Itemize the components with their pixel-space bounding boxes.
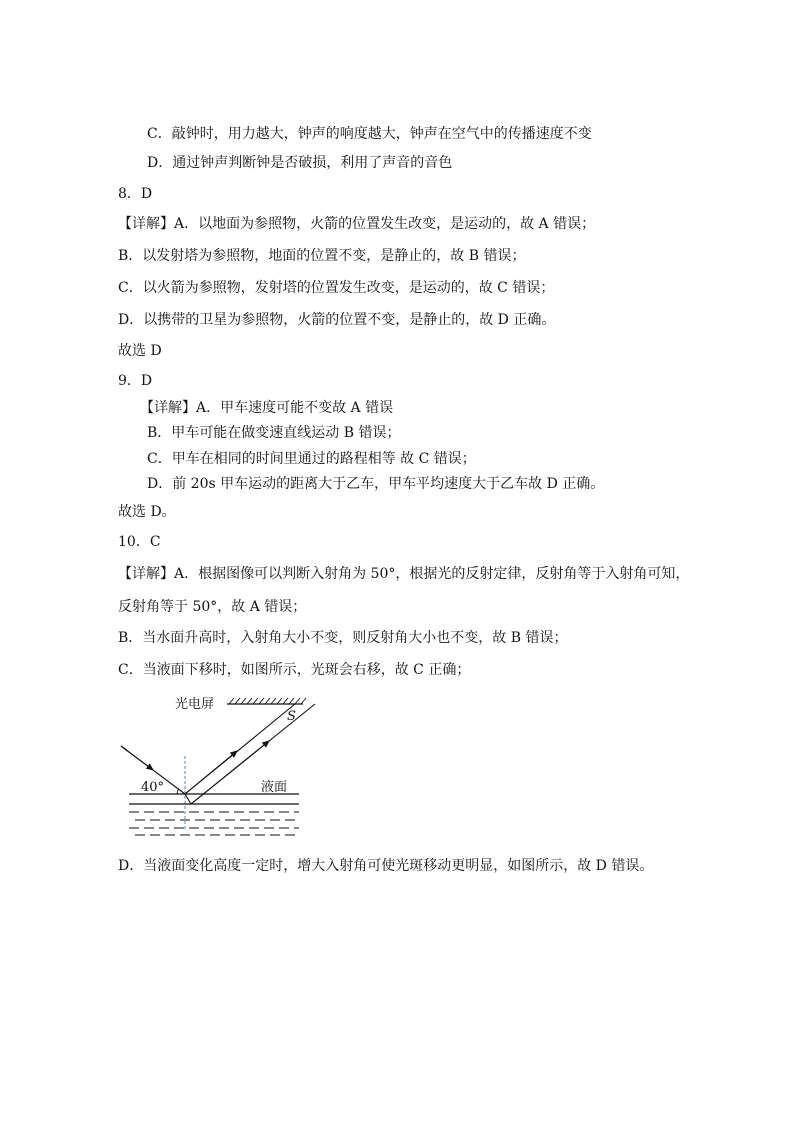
explanation-9-c: C．甲车在相同的时间里通过的路程相等 故 C 错误； xyxy=(147,451,476,467)
explanation-9-b: B．甲车可能在做变速直线运动 B 错误； xyxy=(147,425,401,441)
reflection-diagram-svg xyxy=(115,690,325,838)
spot-label: S xyxy=(287,709,296,724)
surface-label: 液面 xyxy=(261,780,288,795)
water-hatching xyxy=(129,812,299,835)
answer-10: 10．C xyxy=(118,534,161,550)
reflection-diagram xyxy=(115,690,325,838)
option-d-text: D．通过钟声判断钟是否破损，利用了声音的音色 xyxy=(147,155,453,171)
explanation-9-a: 【详解】A．甲车速度可能不变故 A 错误 xyxy=(140,400,394,416)
extended-incident xyxy=(185,794,191,804)
screen-label: 光电屏 xyxy=(175,697,215,712)
angle-label: 40° xyxy=(141,780,165,795)
explanation-10-c: C．当液面下移时，如图所示，光斑会右移，故 C 正确； xyxy=(118,662,471,678)
explanation-10-a-cont: 反射角等于 50°，故 A 错误； xyxy=(118,599,307,615)
option-c-text: C．敲钟时，用力越大，钟声的响度越大，钟声在空气中的传播速度不变 xyxy=(147,126,592,142)
angle-arc xyxy=(177,789,179,794)
explanation-9-d: D．前 20s 甲车运动的距离大于乙车，甲车平均速度大于乙车故 D 正确。 xyxy=(147,476,605,492)
explanation-8-c: C．以火箭为参照物，发射塔的位置发生改变，是运动的，故 C 错误； xyxy=(118,280,555,296)
explanation-10-b: B．当水面升高时，入射角大小不变，则反射角大小也不变，故 B 错误； xyxy=(118,630,568,646)
answer-9: 9．D xyxy=(118,373,153,389)
incident-arrow xyxy=(121,746,153,770)
explanation-8-d: D．以携带的卫星为参照物，火箭的位置不变，是静止的，故 D 正确。 xyxy=(118,312,556,328)
explanation-10-a: 【详解】A．根据图像可以判断入射角为 50°，根据光的反射定律，反射角等于入射角可知， xyxy=(118,566,690,582)
conclusion-8: 故选 D xyxy=(118,343,162,359)
explanation-8-b: B．以发射塔为参照物，地面的位置不变，是静止的，故 B 错误； xyxy=(118,248,526,264)
conclusion-9: 故选 D。 xyxy=(118,504,176,520)
screen-line xyxy=(227,698,306,704)
answer-8: 8．D xyxy=(118,186,153,202)
explanation-8-a: 【详解】A．以地面为参照物，火箭的位置发生改变，是运动的，故 A 错误； xyxy=(118,216,596,232)
explanation-10-d: D．当液面变化高度一定时，增大入射角可使光斑移动更明显，如图所示，故 D 错误。 xyxy=(118,858,654,874)
